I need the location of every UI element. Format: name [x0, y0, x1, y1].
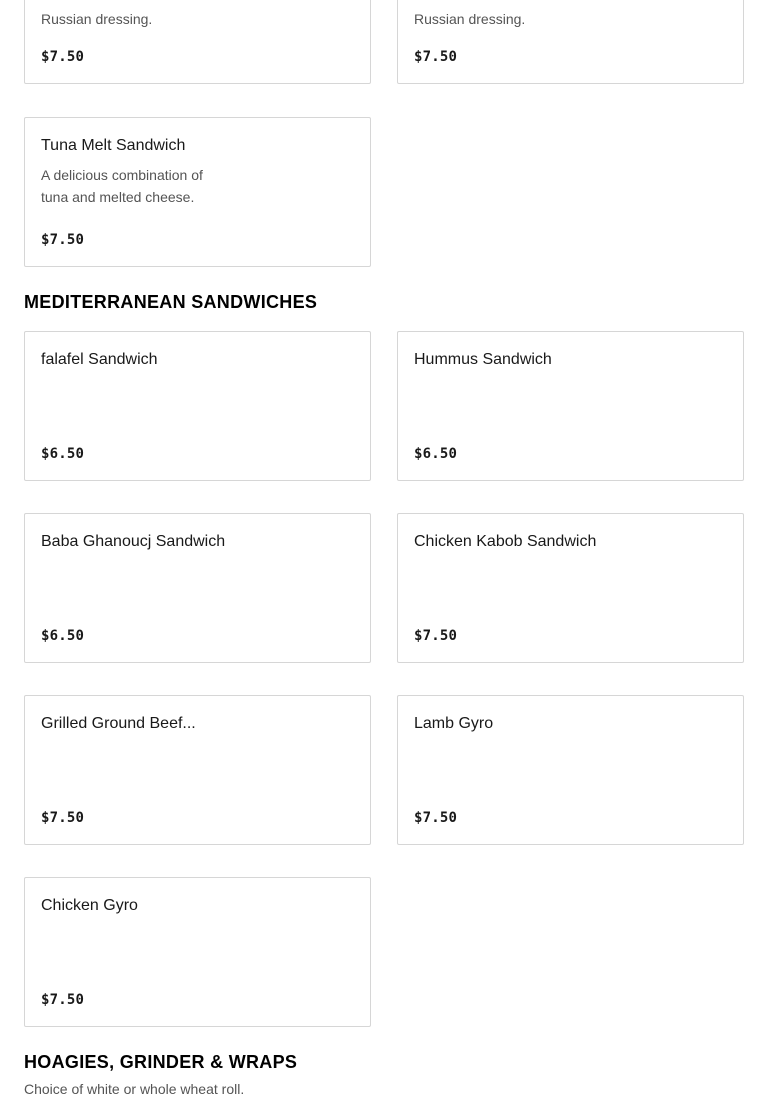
menu-item-card[interactable]	[397, 695, 744, 845]
item-price: $6.50	[414, 446, 458, 462]
menu-item-card[interactable]	[397, 513, 744, 663]
item-price: $7.50	[414, 810, 458, 826]
item-price: $6.50	[41, 628, 85, 644]
menu-item-card[interactable]	[24, 0, 371, 84]
item-name: Lamb Gyro	[414, 715, 494, 732]
menu-item-card[interactable]	[24, 695, 371, 845]
item-price: $7.50	[41, 992, 85, 1008]
section-title-hoagies: HOAGIES, GRINDER & WRAPS	[24, 1052, 298, 1072]
item-name: Chicken Kabob Sandwich	[414, 533, 597, 550]
item-name: Grilled Ground Beef...	[41, 715, 196, 732]
item-description: Russian dressing.	[414, 11, 526, 27]
item-name: Hummus Sandwich	[414, 351, 552, 368]
menu-item-card[interactable]	[24, 331, 371, 481]
item-price: $7.50	[414, 49, 458, 65]
section-subtitle: Choice of white or whole wheat roll.	[24, 1081, 245, 1097]
item-description: A delicious combination of tuna and melted cheese.	[41, 167, 203, 205]
item-description: Russian dressing.	[41, 11, 153, 27]
section-title-mediterranean: MEDITERRANEAN SANDWICHES	[24, 292, 318, 312]
item-price: $6.50	[41, 446, 85, 462]
item-name: Chicken Gyro	[41, 897, 138, 914]
menu-item-card-tuna-melt[interactable]	[24, 117, 371, 267]
menu-item-card[interactable]	[24, 513, 371, 663]
item-name: Baba Ghanoucj Sandwich	[41, 533, 226, 550]
menu-item-card[interactable]	[397, 0, 744, 84]
menu-item-card[interactable]	[397, 331, 744, 481]
item-price: $7.50	[41, 810, 85, 826]
menu-item-card[interactable]	[24, 877, 371, 1027]
item-price: $7.50	[414, 628, 458, 644]
item-price: $7.50	[41, 49, 85, 65]
item-name: falafel Sandwich	[41, 351, 158, 368]
item-name: Tuna Melt Sandwich	[41, 137, 186, 154]
item-price: $7.50	[41, 232, 85, 248]
